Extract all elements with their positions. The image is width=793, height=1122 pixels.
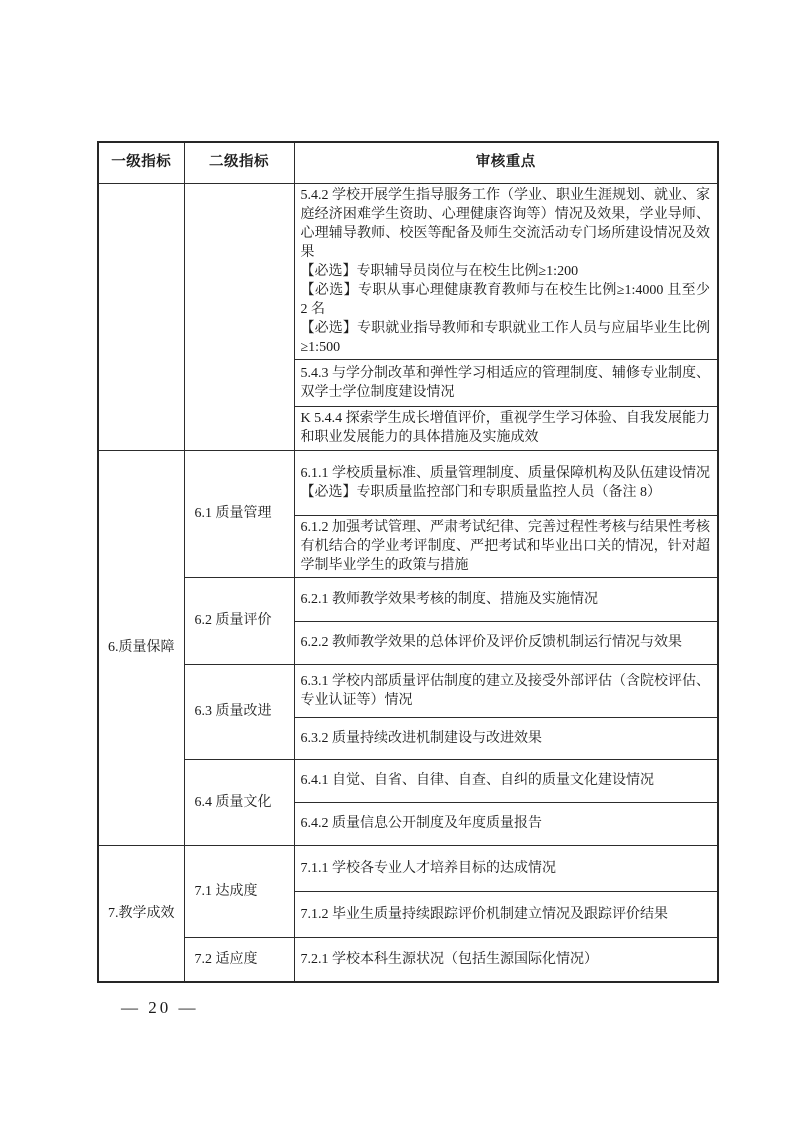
cell-level2-quality-management: 6.1 质量管理 <box>184 450 294 577</box>
table-row <box>98 937 718 982</box>
table-row <box>98 759 718 802</box>
cell-level1-continued-empty <box>98 183 184 450</box>
item-5-4-2-text: 5.4.2 学校开展学生指导服务工作（学业、职业生涯规划、就业、家庭经济困难学生资助、心理健康咨询等）情况及效果，学业导师、心理辅导教师、校医等配备及师生交流活动专门场所建设情况及效果 <box>300 187 710 260</box>
cell-item-5-4-3: 5.4.3 与学分制改革和弹性学习相适应的管理制度、辅修专业制度、双学士学位制度建设情况 <box>294 359 718 406</box>
cell-level1-quality-assurance: 6.质量保障 <box>98 450 184 845</box>
cell-level1-teaching-effectiveness: 7.教学成效 <box>98 845 184 982</box>
cell-item-6-1-1 <box>294 450 718 515</box>
header-level2-indicator: 二级指标 <box>184 142 294 183</box>
cell-item-5-4-4: K 5.4.4 探索学生成长增值评价，重视学生学习体验、自我发展能力和职业发展能力的具体措施及实施成效 <box>294 406 718 450</box>
indicator-table <box>97 141 719 983</box>
item-5-4-2-required-3: 【必选】专职就业指导教师和专职就业工作人员与应届毕业生比例≥1:500 <box>300 320 710 355</box>
cell-level2-quality-evaluation: 6.2 质量评价 <box>184 577 294 664</box>
item-6-1-1-required: 【必选】专职质量监控部门和专职质量监控人员（备注 8） <box>300 484 661 500</box>
header-review-focus: 审核重点 <box>294 142 718 183</box>
table-header-row <box>98 142 718 183</box>
item-6-1-1-text: 6.1.1 学校质量标准、质量管理制度、质量保障机构及队伍建设情况 <box>300 465 710 481</box>
table-row <box>98 183 718 359</box>
cell-item-6-4-2: 6.4.2 质量信息公开制度及年度质量报告 <box>294 802 718 845</box>
cell-level2-achievement-degree: 7.1 达成度 <box>184 845 294 937</box>
cell-item-7-1-2: 7.1.2 毕业生质量持续跟踪评价机制建立情况及跟踪评价结果 <box>294 891 718 937</box>
table-row <box>98 450 718 515</box>
page-number: — 20 — <box>121 998 199 1017</box>
cell-item-6-2-1: 6.2.1 教师教学效果考核的制度、措施及实施情况 <box>294 577 718 621</box>
cell-item-5-4-2 <box>294 183 718 359</box>
cell-item-6-3-1: 6.3.1 学校内部质量评估制度的建立及接受外部评估（含院校评估、专业认证等）情况 <box>294 664 718 717</box>
cell-item-7-1-1: 7.1.1 学校各专业人才培养目标的达成情况 <box>294 845 718 891</box>
cell-item-6-1-2: 6.1.2 加强考试管理、严肃考试纪律、完善过程性考核与结果性考核有机结合的学业考评制度、严把考试和毕业出口关的情况，针对超学制毕业学生的政策与措施 <box>294 515 718 577</box>
table-row <box>98 845 718 891</box>
item-5-4-2-required-2: 【必选】专职从事心理健康教育教师与在校生比例≥1:4000 且至少 2 名 <box>300 282 710 317</box>
cell-item-6-4-1: 6.4.1 自觉、自省、自律、自查、自纠的质量文化建设情况 <box>294 759 718 802</box>
cell-item-6-2-2: 6.2.2 教师教学效果的总体评价及评价反馈机制运行情况与效果 <box>294 621 718 664</box>
cell-level2-quality-improvement: 6.3 质量改进 <box>184 664 294 759</box>
table-row <box>98 577 718 621</box>
table-row <box>98 664 718 717</box>
cell-level2-quality-culture: 6.4 质量文化 <box>184 759 294 845</box>
cell-item-6-3-2: 6.3.2 质量持续改进机制建设与改进效果 <box>294 717 718 759</box>
cell-item-7-2-1: 7.2.1 学校本科生源状况（包括生源国际化情况） <box>294 937 718 982</box>
cell-level2-continued-empty <box>184 183 294 450</box>
item-5-4-2-required-1: 【必选】专职辅导员岗位与在校生比例≥1:200 <box>300 263 579 279</box>
cell-level2-adaptability-degree: 7.2 适应度 <box>184 937 294 982</box>
header-level1-indicator: 一级指标 <box>98 142 184 183</box>
